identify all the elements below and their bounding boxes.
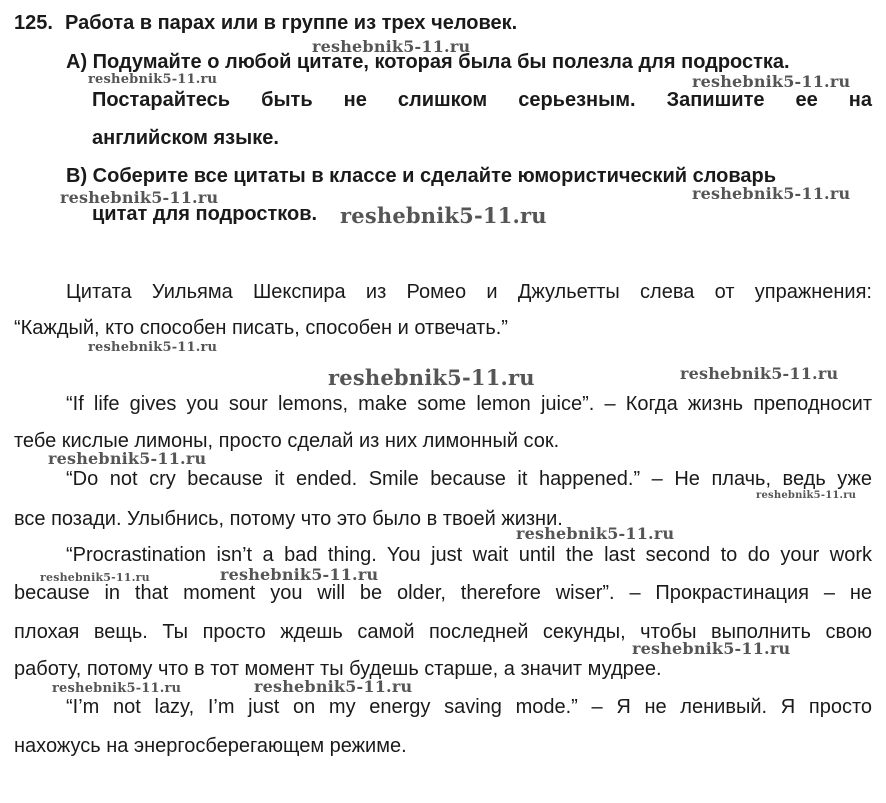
quote-4-line-2: нахожусь на энергосберегающем режиме. <box>14 735 407 757</box>
watermark: reshebnik5-11.ru <box>88 340 218 355</box>
watermark: reshebnik5-11.ru <box>254 677 413 696</box>
task-title: Работа в парах или в группе из трех человек. <box>65 12 518 34</box>
quote-1-line-1: “If life gives you sour lemons, make some lemon juice”. – Когда жизнь преподносит <box>66 393 872 415</box>
quote-2-line-1: “Do not cry because it ended. Smile because it happened.” – Не плачь, ведь уже <box>66 468 872 490</box>
task-number: 125. <box>14 12 53 34</box>
part-a-line-3: английском языке. <box>92 127 279 149</box>
quote-4-line-1: “I’m not lazy, I’m just on my energy saving mode.” – Я не ленивый. Я просто <box>66 696 872 718</box>
part-b-line-2: цитат для подростков. <box>92 203 318 225</box>
watermark: reshebnik5-11.ru <box>40 571 150 584</box>
watermark: reshebnik5-11.ru <box>756 490 857 501</box>
quote-3-line-1: “Procrastination isn’t a bad thing. You just wait until the last second to do your work <box>66 544 872 566</box>
intro-line-2: “Каждый, кто способен писать, способен и отвечать.” <box>14 317 508 339</box>
watermark: reshebnik5-11.ru <box>516 524 675 543</box>
watermark: reshebnik5-11.ru <box>52 681 182 696</box>
watermark: reshebnik5-11.ru <box>48 449 207 468</box>
quote-3-line-3: плохая вещь. Ты просто ждешь самой последней секунды, чтобы выполнить свою <box>14 621 872 643</box>
part-a-line-2: Постарайтесь быть не слишком серьезным. Запишите ее на <box>92 89 872 111</box>
watermark: reshebnik5-11.ru <box>88 72 218 87</box>
quote-3-line-4: работу, потому что в тот момент ты будешь старше, а значит мудрее. <box>14 658 662 680</box>
watermark: reshebnik5-11.ru <box>680 364 839 383</box>
quote-2-line-2: все позади. Улыбнись, потому что это было в твоей жизни. <box>14 508 563 530</box>
quote-1-line-2: тебе кислые лимоны, просто сделай из них лимонный сок. <box>14 430 560 452</box>
watermark: reshebnik5-11.ru <box>632 639 791 658</box>
watermark: reshebnik5-11.ru <box>60 188 219 207</box>
quote-3-line-2: because in that moment you will be older, therefore wiser”. – Прокрастинация – не <box>14 582 872 604</box>
watermark: reshebnik5-11.ru <box>328 365 535 390</box>
part-a-line-1: A) Подумайте о любой цитате, которая была бы полезла для подростка. <box>66 51 790 73</box>
watermark: reshebnik5-11.ru <box>340 203 547 228</box>
part-b-line-1: B) Соберите все цитаты в классе и сделайте юмористический словарь <box>66 165 777 187</box>
intro-line-1: Цитата Уильяма Шекспира из Ромео и Джульетты слева от упражнения: <box>66 281 872 303</box>
watermark: reshebnik5-11.ru <box>220 565 379 584</box>
watermark: reshebnik5-11.ru <box>692 184 851 203</box>
watermark: reshebnik5-11.ru <box>312 37 471 56</box>
watermark: reshebnik5-11.ru <box>692 72 851 91</box>
